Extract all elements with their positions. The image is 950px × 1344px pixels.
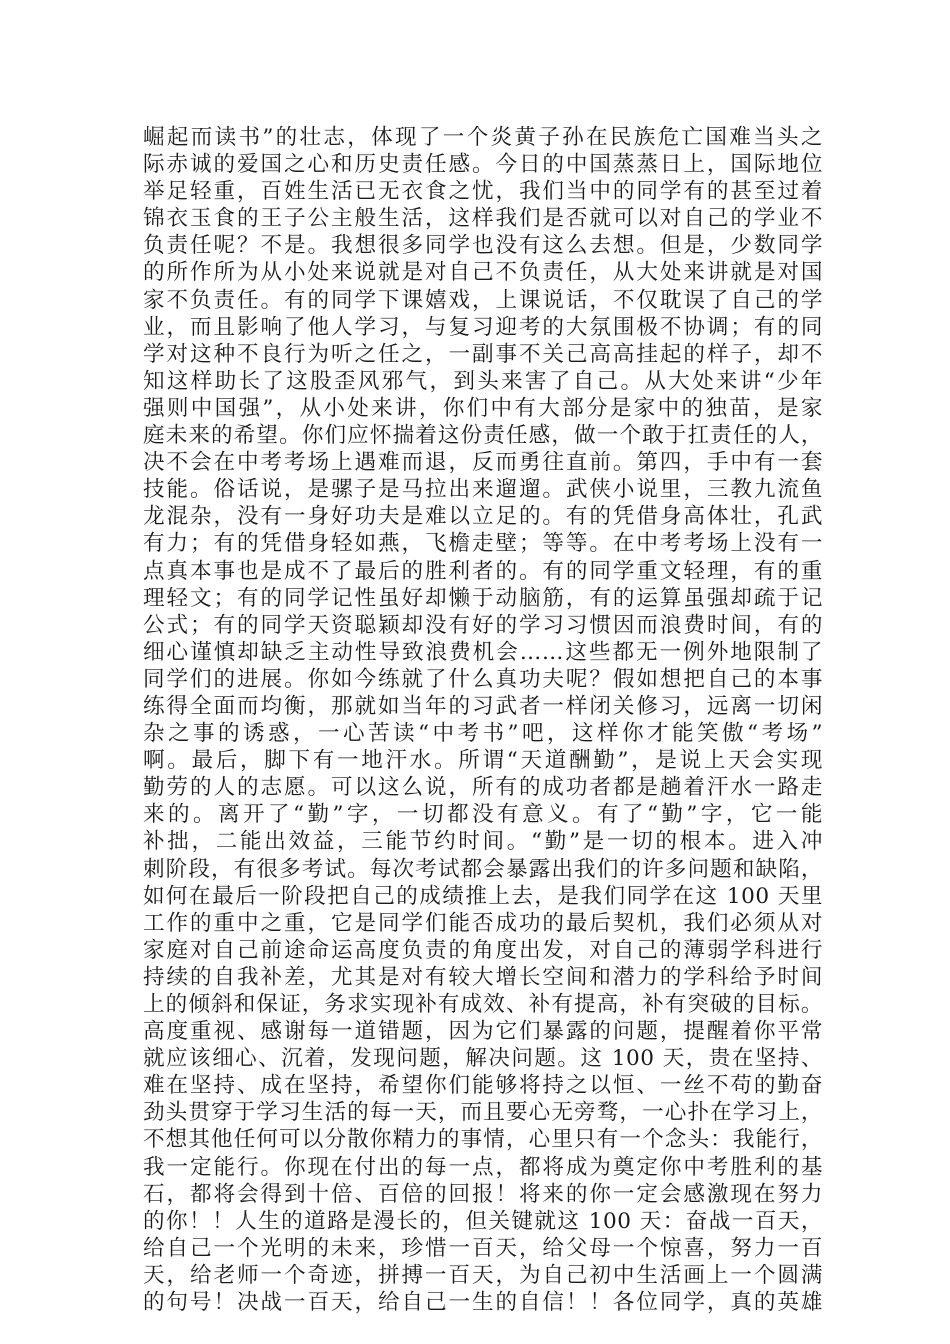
text-line: 如何在最后一阶段把自己的成绩推上去，是我们同学在这 100 天里 [143,883,823,909]
text-line: 就应该细心、沉着，发现问题，解决问题。这 100 天，贵在坚持、 [143,1046,823,1072]
text-line: 的所作所为从小处来说就是对自己不负责任，从大处来讲就是对国 [143,260,823,286]
body-paragraph [143,124,823,1316]
text-line: 有力；有的凭借身轻如燕，飞檐走壁；等等。在中考考场上没有一 [143,531,823,557]
text-line: 的你！！人生的道路是漫长的，但关键就这 100 天：奋战一百天， [143,1208,823,1234]
text-line: 来的。离开了“勤”字，一切都没有意义。有了“勤”字，它一能 [143,802,823,828]
text-line: 啊。最后，脚下有一地汗水。所谓“天道酬勤”，是说上天会实现 [143,748,823,774]
text-line: 龙混杂，没有一身好功夫是难以立足的。有的凭借身高体壮，孔武 [143,504,823,530]
text-line: 崛起而读书”的壮志，体现了一个炎黄子孙在民族危亡国难当头之 [143,125,823,150]
text-line: 学对这种不良行为听之任之，一副事不关己高高挂起的样子，却不 [143,341,823,367]
text-line: 业，而且影响了他人学习，与复习迎考的大氛围极不协调；有的同 [143,314,823,340]
text-line: 刺阶段，有很多考试。每次考试都会暴露出我们的许多问题和缺陷， [143,856,823,882]
text-line: 细心谨慎却缺乏主动性导致浪费机会……这些都无一例外地限制了 [143,639,823,665]
text-line: 负责任呢？不是。我想很多同学也没有这么去想。但是，少数同学 [143,233,823,259]
text-line: 持续的自我补差，尤其是对有较大增长空间和潜力的学科给予时间 [143,964,823,990]
text-line: 杂之事的诱惑，一心苦读“中考书”吧，这样你才能笑傲“考场” [143,721,823,747]
text-line: 庭未来的希望。你们应怀揣着这份责任感，做一个敢于扛责任的人， [143,423,823,449]
text-line: 上的倾斜和保证，务求实现补有成效、补有提高，补有突破的目标。 [143,992,823,1017]
text-line: 我一定能行。你现在付出的每一点，都将成为奠定你中考胜利的基 [143,1154,823,1180]
text-line: 难在坚持、成在坚持，希望你们能够将持之以恒、一丝不苟的勤奋 [143,1073,823,1099]
text-line: 际赤诚的爱国之心和历史责任感。今日的中国蒸蒸日上，国际地位 [143,152,823,178]
text-line: 的句号！决战一百天，给自己一生的自信！！各位同学，真的英雄 [143,1290,823,1316]
text-line: 知这样助长了这股歪风邪气，到头来害了自己。从大处来讲“少年 [143,368,823,394]
text-line: 不想其他任何可以分散你精力的事情，心里只有一个念头：我能行， [143,1127,823,1153]
text-line: 决不会在中考考场上遇难而退，反而勇往直前。第四，手中有一套 [143,450,823,476]
text-line: 锦衣玉食的王子公主般生活，这样我们是否就可以对自己的学业不 [143,206,823,232]
text-line: 强则中国强”，从小处来讲，你们中有大部分是家中的独苗，是家 [143,395,823,421]
text-line: 给自己一个光明的未来，珍惜一百天，给父母一个惊喜，努力一百 [143,1235,823,1261]
text-line: 补拙，二能出效益，三能节约时间。“勤”是一切的根本。进入冲 [143,829,823,855]
text-line: 点真本事也是成不了最后的胜利者的。有的同学重文轻理，有的重 [143,558,823,584]
text-line: 高度重视、感谢每一道错题，因为它们暴露的问题，提醒着你平常 [143,1019,823,1045]
text-line: 理轻文；有的同学记性虽好却懒于动脑筋，有的运算虽强却疏于记 [143,585,823,611]
text-line: 举足轻重，百姓生活已无衣食之忧，我们当中的同学有的甚至过着 [143,179,823,205]
text-line: 技能。俗话说，是骡子是马拉出来遛遛。武侠小说里，三教九流鱼 [143,477,823,503]
text-line: 勤劳的人的志愿。可以这么说，所有的成功者都是趟着汗水一路走 [143,775,823,801]
text-line: 石，都将会得到十倍、百倍的回报！将来的你一定会感激现在努力 [143,1181,823,1207]
text-line: 家庭对自己前途命运高度负责的角度出发，对自己的薄弱学科进行 [143,937,823,963]
text-line: 公式；有的同学天资聪颖却没有好的学习习惯因而浪费时间，有的 [143,612,823,638]
text-line: 同学们的进展。你如今练就了什么真功夫呢？假如想把自己的本事 [143,666,823,692]
text-line: 家不负责任。有的同学下课嬉戏，上课说话，不仅耽误了自己的学 [143,287,823,313]
text-line: 练得全面而均衡，那就如当年的习武者一样闭关修习，远离一切闲 [143,693,823,719]
text-line: 劲头贯穿于学习生活的每一天，而且要心无旁骛，一心扑在学习上， [143,1100,823,1126]
text-line: 天，给老师一个奇迹，拼搏一百天，为自己初中生活画上一个圆满 [143,1262,823,1288]
text-line: 工作的重中之重，它是同学们能否成功的最后契机，我们必须从对 [143,910,823,936]
